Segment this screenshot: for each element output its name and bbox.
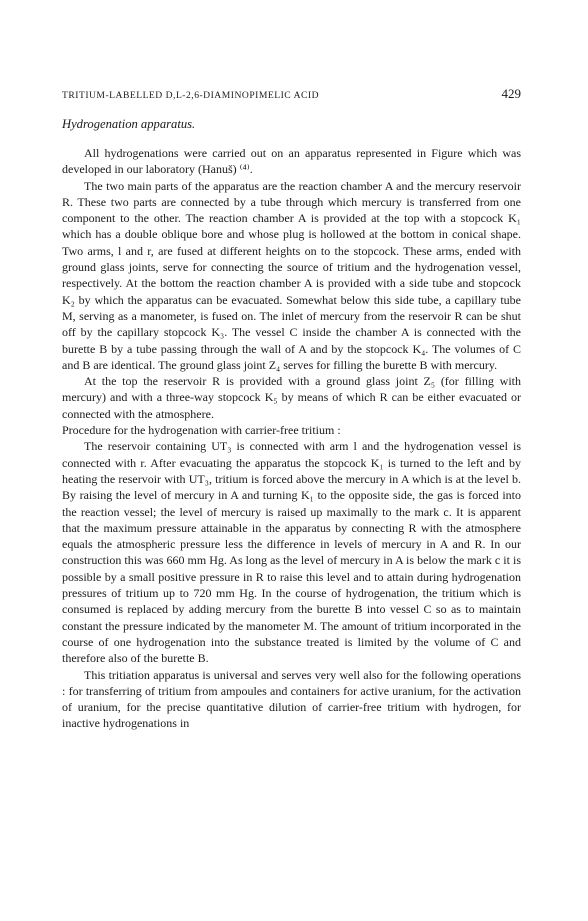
running-head <box>62 86 521 108</box>
paragraph: The reservoir containing UT₃ is connected with arm l and the hydrogenation vessel is connected with r. After evacuating the apparatus the stopcock K₁ is turned to the left and by heating the reservoir with UT₃, tritium is forced above the mercury in A which is at the level b. By raising the level of mercury in A and turning K₁ to the opposite side, the gas is forced into the reaction vessel; the level of mercury is raised up maximally to the mark c. It is apparent that the maximum pressure attainable in the apparatus by connecting R with the atmosphere equals the atmospheric pressure less the difference in levels of mercury in A and R. In our construction this was 660 mm Hg. As long as the level of mercury in A is below the mark c it is possible by a small positive pressure in R to raise this level and to attain during hydrogenation pressures of tritium up to 720 mm Hg. In the course of hydrogenation, the tritium which is consumed is replaced by adding mercury from the burette B into vessel C so as to maintain constant the pressure indicated by the manometer M. The amount of tritium incorporated in the course of one hydrogenation into the substance treated is limited by the volume of C and therefore also of the burette B. <box>62 439 521 666</box>
section-heading: Hydrogenation apparatus. <box>62 117 196 131</box>
body-text <box>62 145 521 732</box>
page <box>62 86 521 732</box>
paragraph: This tritiation apparatus is universal and serves very well also for the following operations : for transferring of tritium from ampoules and containers for active uranium, for the activation of uranium, for the precise quantitative dilution of carrier-free tritium with hydrogen, for inactive hydrogenations in <box>62 667 521 731</box>
running-title: TRITIUM-LABELLED D,L-2,6-DIAMINOPIMELIC ACID <box>62 90 320 101</box>
paragraph: All hydrogenations were carried out on an apparatus represented in Figure which was developed in our laboratory (Hanuš) ⁽⁴⁾. <box>62 146 521 177</box>
paragraph: The two main parts of the apparatus are the reaction chamber A and the mercury reservoir R. These two parts are connected by a tube through which mercury is transferred from one component to the other. The reaction chamber A is provided at the top with a stopcock K₁ which has a double oblique bore and whose plug is hollowed at the bottom in conical shape. Two arms, l and r, are fused at different heights on to the stopcock. These arms, ended with ground glass joints, serve for connecting the source of tritium and the hydrogenation vessel, respectively. At the bottom the reaction chamber A is provided with a side tube and stopcock K₂ by which the apparatus can be evacuated. Somewhat below this side tube, a capillary tube M, serving as a manometer, is fused on. The inlet of mercury from the reservoir R can be shut off by the capillary stopcock K₃. The vessel C inside the chamber A is connected with the burette B by a tube passing through the wall of A and by the stopcock K₄. The volumes of C and B are identical. The ground glass joint Z₄ serves for filling the burette B with mercury. <box>62 178 521 372</box>
procedure-heading: Procedure for the hydrogenation with carrier-free tritium : <box>62 423 341 438</box>
paragraph: At the top the reservoir R is provided with a ground glass joint Z₅ (for filling with mercury) and with a three-way stopcock K₅ by means of which R can be either evacuated or connected with the atmosphere. <box>62 374 521 421</box>
page-number: 429 <box>501 86 521 101</box>
